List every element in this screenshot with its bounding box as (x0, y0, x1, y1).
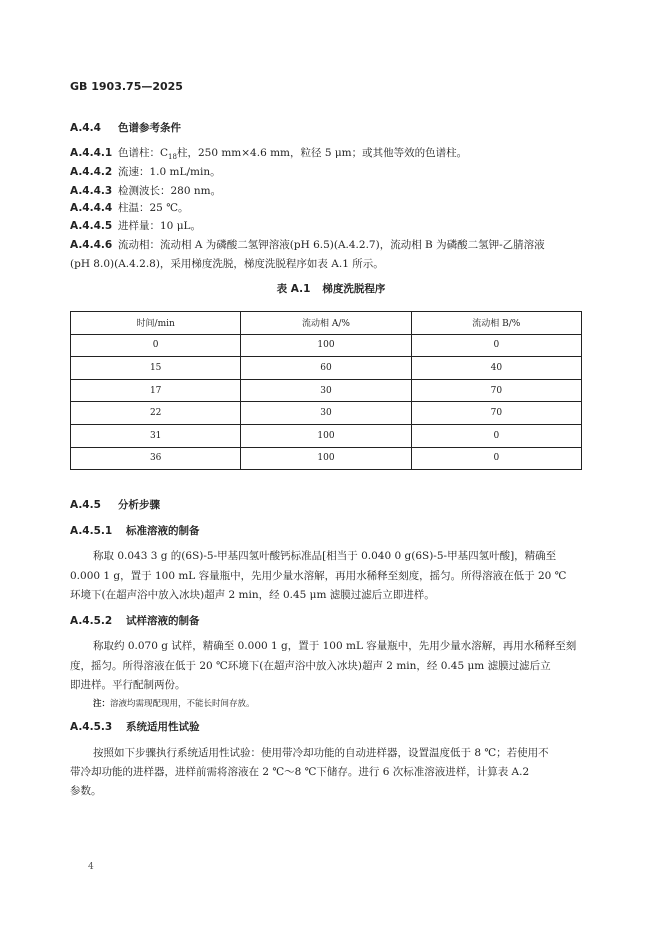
table-cell: 40 (411, 357, 581, 380)
item-a4444 (70, 200, 188, 215)
page-number: 4 (88, 862, 94, 872)
gradient-table (70, 311, 582, 470)
item-text: 进样量：10 μL。 (118, 220, 201, 232)
item-text: 检测波长：280 nm。 (118, 185, 222, 197)
section-a451-heading (70, 523, 200, 538)
table-caption (0, 281, 662, 296)
paragraph-line: 参数。 (70, 785, 102, 797)
paragraph-line: 按照如下步骤执行系统适用性试验：使用带冷却功能的自动进样器，设置温度低于 8 ℃；若使用不 (93, 747, 549, 759)
table-cell: 36 (71, 447, 241, 470)
section-number: A.4.5.3 (70, 721, 113, 733)
item-text: 流动相：流动相 A 为磷酸二氢钾溶液(pH 6.5)(A.4.2.7)，流动相 B 为磷酸二氢钾-乙腈溶液 (118, 239, 545, 251)
section-a44-heading (70, 120, 181, 135)
item-subscript: 18 (168, 153, 177, 162)
note (93, 697, 255, 709)
section-number: A.4.5.2 (70, 615, 113, 627)
table-row (71, 357, 582, 380)
table-header-row (71, 312, 582, 335)
item-number: A.4.4.5 (70, 220, 113, 232)
item-a4442 (70, 164, 221, 179)
table-row (71, 424, 582, 447)
table-header-cell: 时间/min (71, 312, 241, 335)
item-text: 柱温：25 ℃。 (118, 202, 189, 214)
table-cell: 17 (71, 379, 241, 402)
item-a4446-line2: (pH 8.0)(A.4.2.8)，采用梯度洗脱，梯度洗脱程序如表 A.1 所示。 (70, 258, 384, 270)
table-cell: 60 (241, 357, 411, 380)
section-a45-heading (70, 497, 160, 512)
item-number: A.4.4.1 (70, 147, 113, 159)
table-cell: 70 (411, 402, 581, 425)
item-a4446 (70, 237, 545, 252)
table-cell: 100 (241, 447, 411, 470)
note-text: 溶液均需现配现用，不能长时间存放。 (110, 699, 255, 709)
item-number: A.4.4.4 (70, 202, 113, 214)
table-header-cell: 流动相 B/% (411, 312, 581, 335)
note-label: 注： (93, 699, 111, 709)
item-text: 流速：1.0 mL/min。 (118, 166, 221, 178)
item-a4445 (70, 218, 201, 233)
table-row (71, 402, 582, 425)
section-number: A.4.4 (70, 122, 101, 134)
table-cell: 15 (71, 357, 241, 380)
paragraph-line: 称取 0.043 3 g 的(6S)-5-甲基四氢叶酸钙标准品[相当于 0.040 0 g(6S)-5-甲基四氢叶酸]，精确至 (93, 550, 557, 562)
paragraph-line: 即进样。平行配制两份。 (70, 679, 186, 691)
item-a4441 (70, 145, 467, 161)
section-number: A.4.5 (70, 499, 101, 511)
item-a4443 (70, 183, 221, 198)
table-cell: 70 (411, 379, 581, 402)
paragraph-line: 度，摇匀。所得溶液在低于 20 ℃环境下(在超声浴中放入冰块)超声 2 min，经 0.45 μm 滤膜过滤后立 (70, 660, 551, 672)
table-cell: 0 (411, 334, 581, 357)
section-a453-heading (70, 719, 200, 734)
table-row (71, 447, 582, 470)
table-cell: 0 (411, 447, 581, 470)
paragraph-line: 带冷却功能的进样器，进样前需将溶液在 2 ℃～8 ℃下储存。进行 6 次标准溶液进样，计算表 A.2 (70, 766, 530, 778)
section-title: 色谱参考条件 (118, 122, 181, 134)
table-cell: 30 (241, 402, 411, 425)
item-number: A.4.4.6 (70, 239, 113, 251)
table-cell: 100 (241, 424, 411, 447)
document-header: GB 1903.75—2025 (70, 80, 183, 93)
table-header-cell: 流动相 A/% (241, 312, 411, 335)
table-row (71, 334, 582, 357)
item-number: A.4.4.2 (70, 166, 113, 178)
table-cell: 0 (71, 334, 241, 357)
section-title: 试样溶液的制备 (126, 615, 200, 627)
section-number: A.4.5.1 (70, 525, 113, 537)
section-title: 分析步骤 (118, 499, 160, 511)
section-title: 标准溶液的制备 (126, 525, 200, 537)
table-cell: 31 (71, 424, 241, 447)
table-cell: 22 (71, 402, 241, 425)
table-cell: 0 (411, 424, 581, 447)
table-cell: 100 (241, 334, 411, 357)
section-title: 系统适用性试验 (126, 721, 200, 733)
paragraph-line: 环境下(在超声浴中放入冰块)超声 2 min，经 0.45 μm 滤膜过滤后立即进样。 (70, 589, 435, 601)
table-row (71, 379, 582, 402)
paragraph-line: 称取约 0.070 g 试样，精确至 0.000 1 g，置于 100 mL 容量瓶中，先用少量水溶解，再用水稀释至刻 (93, 640, 577, 652)
table-caption-number: 表 A.1 (276, 283, 311, 295)
section-a452-heading (70, 613, 200, 628)
item-text-b: 柱，250 mm×4.6 mm，粒径 5 μm；或其他等效的色谱柱。 (176, 147, 468, 159)
item-text-a: 色谱柱：C (118, 147, 169, 159)
paragraph-line: 0.000 1 g，置于 100 mL 容量瓶中，先用少量水溶解，再用水稀释至刻度，摇匀。所得溶液在低于 20 ℃ (70, 570, 567, 582)
table-caption-title: 梯度洗脱程序 (322, 283, 386, 295)
item-number: A.4.4.3 (70, 185, 113, 197)
table-cell: 30 (241, 379, 411, 402)
